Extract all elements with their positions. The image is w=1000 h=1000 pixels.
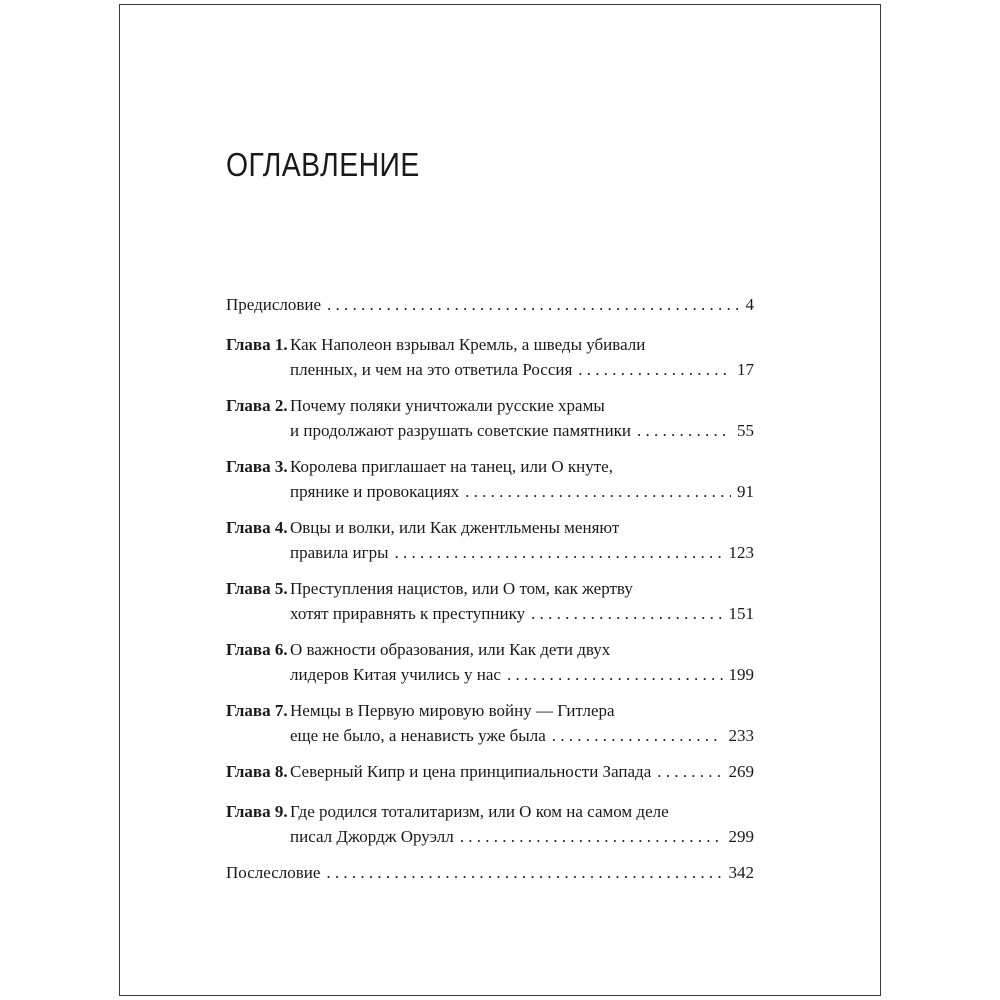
- toc-entry-chapter-2[interactable]: [226, 393, 754, 443]
- toc-page-number: 123: [728, 543, 754, 562]
- toc-page-number: 269: [728, 762, 754, 781]
- chapter-title-line1: Северный Кипр и цена принципиальности Запада: [290, 762, 652, 781]
- toc-entry-chapter-9[interactable]: [226, 799, 754, 849]
- chapter-title-line2: лидеров Китая учились у нас: [290, 665, 501, 684]
- chapter-title-line1: Где родился тоталитаризм, или О ком на самом деле: [290, 802, 669, 821]
- chapter-title-line1: Королева приглашает на танец, или О кнуте,: [290, 457, 613, 476]
- dot-leader: [637, 418, 731, 443]
- dot-leader: [657, 759, 722, 784]
- chapter-title-line2: пленных, и чем на это ответила Россия: [290, 360, 573, 379]
- dot-leader: [460, 824, 723, 849]
- toc-page-number: 342: [728, 863, 754, 882]
- toc-page-number: 199: [728, 665, 754, 684]
- toc-entry-chapter-7[interactable]: [226, 698, 754, 748]
- chapter-title-line1: Овцы и волки, или Как джентльмены меняют: [290, 518, 620, 537]
- page-title: ОГЛАВЛЕНИЕ: [226, 146, 420, 183]
- chapter-title-line2: прянике и провокациях: [290, 482, 460, 501]
- dot-leader: [552, 723, 723, 748]
- dot-leader: [327, 292, 739, 317]
- chapter-label: Глава 2.: [226, 396, 288, 415]
- chapter-label: Глава 8.: [226, 762, 288, 781]
- toc-page-number: 91: [737, 482, 754, 501]
- chapter-label: Глава 1.: [226, 335, 288, 354]
- toc-entry-preface[interactable]: [226, 292, 754, 317]
- dot-leader: [465, 479, 731, 504]
- toc-page-number: 233: [728, 726, 754, 745]
- chapter-title-line2: хотят приравнять к преступнику: [290, 604, 526, 623]
- chapter-title-line2: и продолжают разрушать советские памятники: [290, 421, 632, 440]
- chapter-title-line2: правила игры: [290, 543, 389, 562]
- dot-leader: [578, 357, 731, 382]
- chapter-title-line1: Как Наполеон взрывал Кремль, а шведы убивали: [290, 335, 646, 354]
- chapter-title-line1: О важности образования, или Как дети двух: [290, 640, 611, 659]
- chapter-title-line1: Преступления нацистов, или О том, как жертву: [290, 579, 633, 598]
- toc-page-number: 151: [728, 604, 754, 623]
- toc-page-number: 4: [745, 295, 754, 314]
- chapter-label: Глава 3.: [226, 457, 288, 476]
- toc-entry-chapter-6[interactable]: [226, 637, 754, 687]
- chapter-title-line1: Немцы в Первую мировую войну — Гитлера: [290, 701, 615, 720]
- toc-entry-afterword[interactable]: [226, 860, 754, 885]
- toc-entry-title: Послесловие: [226, 863, 321, 882]
- toc-entry-chapter-4[interactable]: [226, 515, 754, 565]
- toc-entry-chapter-3[interactable]: [226, 454, 754, 504]
- toc-entry-chapter-5[interactable]: [226, 576, 754, 626]
- chapter-label: Глава 4.: [226, 518, 288, 537]
- toc-page-number: 55: [737, 421, 754, 440]
- chapter-title-line1: Почему поляки уничтожали русские храмы: [290, 396, 605, 415]
- dot-leader: [395, 540, 723, 565]
- toc-page-number: 299: [728, 827, 754, 846]
- toc-entry-title: Предисловие: [226, 295, 322, 314]
- chapter-label: Глава 6.: [226, 640, 288, 659]
- toc-entry-chapter-8[interactable]: [226, 759, 754, 784]
- toc-page-number: 17: [737, 360, 754, 379]
- chapter-label: Глава 5.: [226, 579, 288, 598]
- chapter-title-line2: еще не было, а ненависть уже была: [290, 726, 546, 745]
- dot-leader: [326, 860, 722, 885]
- chapter-label: Глава 9.: [226, 802, 288, 821]
- chapter-title-line2: писал Джордж Оруэлл: [290, 827, 454, 846]
- dot-leader: [507, 662, 723, 687]
- dot-leader: [531, 601, 722, 626]
- toc-entry-chapter-1[interactable]: [226, 332, 754, 382]
- chapter-label: Глава 7.: [226, 701, 288, 720]
